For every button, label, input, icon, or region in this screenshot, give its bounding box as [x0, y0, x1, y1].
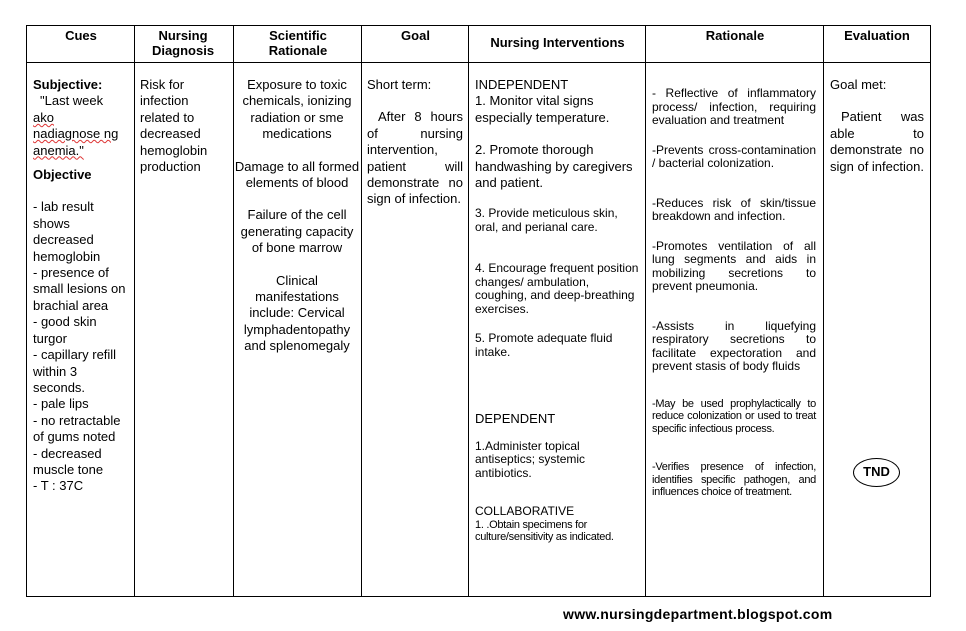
objective-item: - no retractable of gums noted: [33, 412, 121, 445]
header-evaluation: Evaluation: [844, 28, 910, 43]
dependent-label: DEPENDENT: [475, 411, 556, 427]
header-scientific: Scientific Rationale: [268, 28, 328, 58]
evaluation-label: Goal met:: [830, 77, 887, 92]
intervention-item: 3. Provide meticulous skin, oral, and perianal care.: [475, 206, 618, 234]
rationale-item: -Reduces risk of skin/tissue breakdown and infection.: [652, 195, 816, 223]
independent-label: INDEPENDENT: [475, 77, 569, 92]
goal-label: Short term:: [367, 77, 432, 92]
diagnosis-cell: Risk for infection related to decreased hemoglobin production: [140, 77, 208, 175]
rationale-item: -Verifies presence of infection, identifies specific pathogen, and influences choice of treatment.: [652, 461, 816, 498]
rationale-item: -Prevents cross-contamination / bacterial colonization.: [652, 142, 816, 170]
subjective-quote-line: anemia.": [33, 142, 84, 158]
evaluation-text: Patient was able to demonstrate no sign of infection.: [830, 109, 924, 174]
rationale-item: -May be used prophylactically to reduce colonization or used to treat specific infectious process.: [652, 397, 816, 435]
subjective-quote-line: "Last week: [40, 93, 104, 109]
header-goal: Goal: [401, 28, 430, 43]
tnd-stamp: TND: [853, 458, 900, 487]
header-diagnosis: Nursing Diagnosis: [151, 28, 215, 58]
objective-item: - pale lips: [33, 396, 89, 412]
rationale-item: -Assists in liquefying respiratory secretions to facilitate expectoration and prevent stasis of body fluids: [652, 318, 816, 373]
goal-text: After 8 hours of nursing intervention, patient will demonstrate no sign of infection.: [367, 109, 463, 207]
objective-item: - capillary refill within 3 seconds.: [33, 347, 117, 395]
objective-item: - good skin turgor: [33, 314, 97, 346]
subjective-quote-line: nadiagnose ng: [33, 126, 119, 142]
scientific-item: Clinical manifestations include: Cervical lymphadentopathy and splenomegaly: [243, 272, 351, 354]
rationale-item: -Promotes ventilation of all lung segments and aids in mobilizing secretions to prevent pneumonia.: [652, 238, 816, 293]
scientific-item: Failure of the cell generating capacity of bone marrow: [240, 207, 354, 256]
intervention-item: 4. Encourage frequent position changes/ ambulation, coughing, and deep-breathing exercises.: [475, 261, 639, 316]
intervention-item: 2. Promote thorough handwashing by caregivers and patient.: [475, 142, 633, 191]
objective-item: - decreased muscle tone: [33, 445, 104, 477]
intervention-item: 5. Promote adequate fluid intake.: [475, 331, 613, 359]
header-interventions: Nursing Interventions: [490, 35, 625, 50]
scientific-item: Exposure to toxic chemicals, ionizing radiation or sme medications: [242, 77, 352, 142]
collaborative-item: 1. .Obtain specimens for culture/sensitivity as indicated.: [475, 518, 614, 544]
subjective-quote-line: ako: [33, 109, 54, 125]
rationale-item: - Reflective of inflammatory process/ infection, requiring evaluation and treatment: [652, 86, 816, 127]
collaborative-label: COLLABORATIVE: [475, 504, 575, 519]
dependent-item: 1.Administer topical antiseptics; systemic antibiotics.: [475, 438, 586, 480]
interventions-cell: [475, 77, 640, 544]
objective-item: - T : 37C: [33, 478, 84, 494]
objective-item: - presence of small lesions on brachial area: [33, 265, 126, 313]
footer-url: www.nursingdepartment.blogspot.com: [563, 606, 833, 622]
subjective-label: Subjective:: [33, 77, 103, 92]
rationale-cell: [652, 87, 816, 499]
evaluation-cell: [830, 77, 924, 175]
objective-label: Objective: [33, 167, 92, 183]
scientific-cell: [234, 77, 360, 355]
goal-cell: [367, 77, 463, 208]
objective-item: - lab result shows decreased hemoglobin: [33, 199, 101, 264]
cues-cell: [33, 77, 129, 495]
header-cues: Cues: [65, 28, 97, 43]
header-divider: [27, 62, 930, 63]
intervention-item: 1. Monitor vital signs especially temperature.: [475, 93, 610, 125]
header-rationale: Rationale: [705, 28, 765, 43]
scientific-item: Damage to all formed elements of blood: [234, 158, 360, 191]
